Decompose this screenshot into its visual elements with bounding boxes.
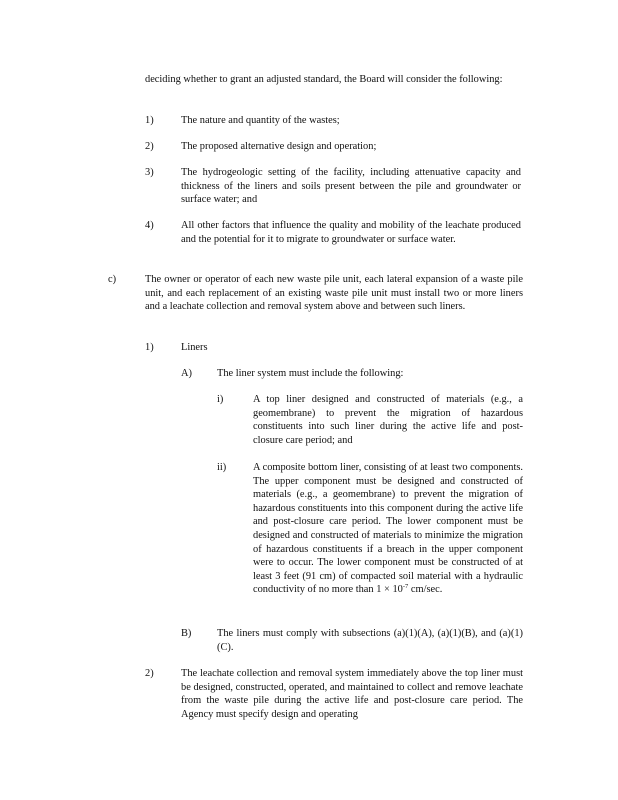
consideration-1-text: The nature and quantity of the wastes; bbox=[181, 115, 340, 126]
sub-b-text: The liners must comply with subsections (a)(1)(A), (a)(1)(B), and (a)(1)(C). bbox=[217, 628, 523, 653]
item-1-label: 1) bbox=[145, 342, 154, 353]
sub-a-item-ii-text bbox=[253, 461, 523, 597]
item-1-title: Liners bbox=[181, 342, 208, 353]
consideration-4-text: All other factors that influence the quality and mobility of the leachate produced and the potential for it to migrate to groundwater or surface water. bbox=[181, 220, 521, 245]
sub-a-item-ii-text-main: A composite bottom liner, consisting of at least two components. The upper component must be designed and constructed of materials (e.g., a geomembrane) to prevent the migration of hazardous constituents into this component during the active life and post-closure care period. The lower component must be designed and constructed of materials to minimize the migration of hazardous constituents if a breach in the upper component were to occur. The lower component must be constructed of at least 3 feet (91 cm) of compacted soil material with a hydraulic conductivity of no more than 1 × 10 bbox=[253, 462, 523, 596]
sub-a-item-ii-text-units: cm/sec. bbox=[408, 584, 443, 596]
intro-paragraph: deciding whether to grant an adjusted standard, the Board will consider the following: bbox=[145, 74, 503, 85]
consideration-3-label: 3) bbox=[145, 167, 154, 178]
section-c-label: c) bbox=[108, 274, 117, 285]
consideration-2-label: 2) bbox=[145, 141, 154, 152]
sub-a-item-ii-label: ii) bbox=[217, 462, 227, 473]
consideration-4-label: 4) bbox=[145, 220, 154, 231]
item-2-label: 2) bbox=[145, 668, 154, 679]
consideration-1-label: 1) bbox=[145, 115, 154, 126]
sub-a-text: The liner system must include the following: bbox=[217, 368, 404, 379]
section-c-text: The owner or operator of each new waste pile unit, each lateral expansion of a waste pile unit, and each replacement of an existing waste pile unit must install two or more liners and a leachate collection and removal system above and between such liners. bbox=[145, 274, 523, 313]
sub-b-label: B) bbox=[181, 628, 192, 639]
sub-a-item-i-label: i) bbox=[217, 394, 224, 405]
item-2-text: The leachate collection and removal system immediately above the top liner must be designed, constructed, operated, and maintained to collect and remove leachate from the waste pile during the active life and post-closure care period. The Agency must specify design and operating bbox=[181, 668, 523, 720]
consideration-2-text: The proposed alternative design and operation; bbox=[181, 141, 377, 152]
consideration-3-text: The hydrogeologic setting of the facility, including attenuative capacity and thickness of the liners and soils present between the pile and groundwater or surface water; and bbox=[181, 167, 521, 206]
sub-a-label: A) bbox=[181, 368, 192, 379]
exponent-superscript: -7 bbox=[402, 583, 409, 591]
sub-a-item-i-text: A top liner designed and constructed of materials (e.g., a geomembrane) to prevent the migration of hazardous constituents into such liner during the active life and post-closure care period; and bbox=[253, 394, 523, 446]
